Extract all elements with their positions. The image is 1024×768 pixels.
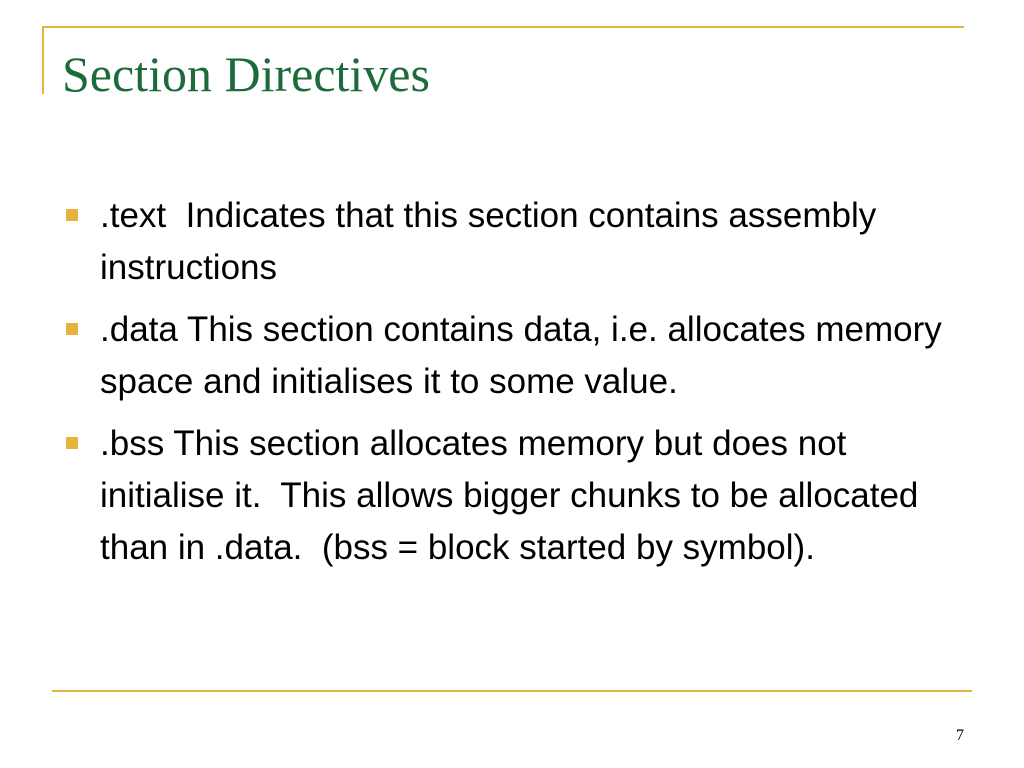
title-frame-left-rule <box>42 26 44 94</box>
title-frame-top-rule <box>42 26 964 28</box>
slide-title: Section Directives <box>62 46 430 102</box>
page-number: 7 <box>956 727 964 744</box>
bullet-text: .data This section contains data, i.e. allocates memory space and initialises it to some value. <box>100 310 952 401</box>
bullet-item <box>62 190 972 294</box>
bullet-item <box>62 418 972 574</box>
footer-rule <box>52 690 972 692</box>
bullet-text: .bss This section allocates memory but does not initialise it. This allows bigger chunks to be allocated than in .data. (bss = block started by symbol). <box>100 424 929 567</box>
square-bullet-icon <box>66 209 78 221</box>
bullet-item <box>62 304 972 408</box>
square-bullet-icon <box>66 323 78 335</box>
bullet-list <box>62 190 972 584</box>
square-bullet-icon <box>66 437 78 449</box>
bullet-text: .text Indicates that this section contains assembly instructions <box>100 196 886 287</box>
